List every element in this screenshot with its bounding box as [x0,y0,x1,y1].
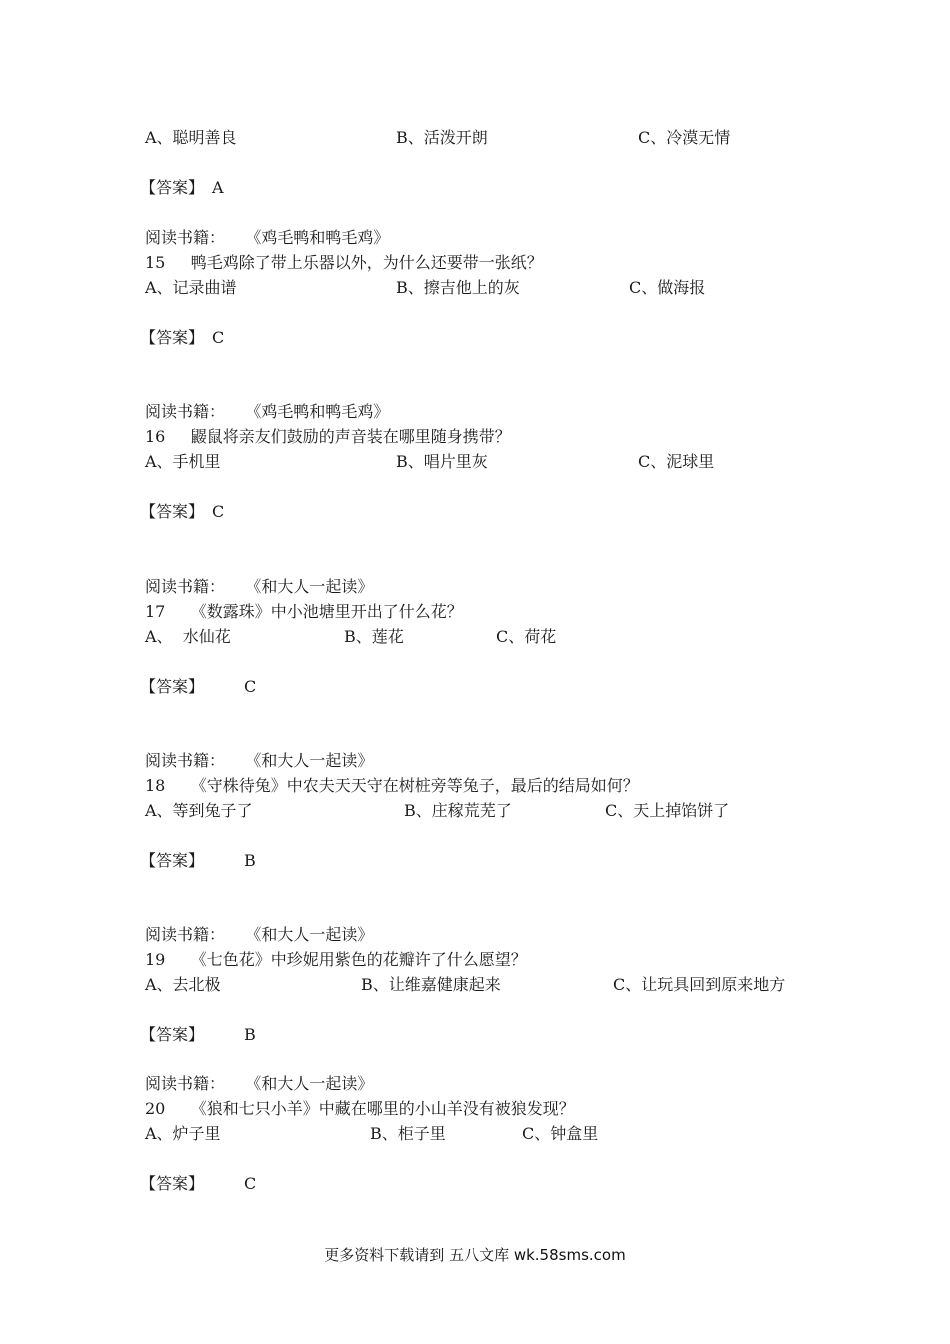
q17-option-b: B、莲花 [344,627,404,646]
q20-answer-value: C [244,1174,257,1193]
q20-option-b: B、柜子里 [370,1124,446,1143]
q17-answer-label: 【答案】 [140,677,205,696]
q18-answer-label: 【答案】 [140,851,205,870]
q15-answer-value: C [212,328,225,347]
q19-question: 19 《七色花》中珍妮用紫色的花瓣许了什么愿望？ [145,950,527,969]
q17-book-label: 阅读书籍： 《和大人一起读》 [145,577,374,596]
q20-question: 20 《狼和七只小羊》中藏在哪里的小山羊没有被狼发现？ [145,1099,575,1118]
q16-answer-label: 【答案】 [140,502,205,521]
q17-answer-value: C [244,677,257,696]
q15-option-c: C、做海报 [629,278,706,297]
q18-option-b: B、庄稼荒芜了 [404,801,512,820]
q17-option-a: A、 水仙花 [145,627,231,646]
q19-option-b: B、让维嘉健康起来 [361,975,501,994]
q17-question: 17 《数露珠》中小池塘里开出了什么花？ [145,602,463,621]
footer-download-note: 更多资料下载请到 五八文库 wk.58sms.com [324,1246,626,1264]
q14-answer-value: A [212,178,224,197]
q18-book-label: 阅读书籍： 《和大人一起读》 [145,751,374,770]
q15-option-a: A、记录曲谱 [145,278,237,297]
q16-book-label: 阅读书籍： 《鸡毛鸭和鸭毛鸡》 [145,402,390,421]
q18-answer-value: B [244,851,256,870]
q16-option-c: C、泥球里 [638,452,715,471]
q15-question: 15 鸭毛鸡除了带上乐器以外，为什么还要带一张纸？ [145,253,543,272]
q14-option-a: A、聪明善良 [145,128,237,147]
q16-option-a: A、手机里 [145,452,221,471]
q18-option-a: A、等到兔子了 [145,801,253,820]
q16-answer-value: C [212,502,225,521]
q17-option-c: C、荷花 [496,627,557,646]
q15-option-b: B、擦吉他上的灰 [396,278,520,297]
q20-option-a: A、炉子里 [145,1124,221,1143]
q20-option-c: C、钟盒里 [522,1124,599,1143]
q15-book-label: 阅读书籍： 《鸡毛鸭和鸭毛鸡》 [145,228,390,247]
q18-question: 18 《守株待兔》中农夫天天守在树桩旁等兔子，最后的结局如何？ [145,776,639,795]
q15-answer-label: 【答案】 [140,328,205,347]
q20-book-label: 阅读书籍： 《和大人一起读》 [145,1074,374,1093]
q18-option-c: C、天上掉馅饼了 [605,801,730,820]
q14-option-c: C、冷漠无情 [638,128,731,147]
q19-book-label: 阅读书籍： 《和大人一起读》 [145,925,374,944]
q14-answer-label: 【答案】 [140,178,205,197]
q16-question: 16 鼹鼠将亲友们鼓励的声音装在哪里随身携带？ [145,427,511,446]
q14-option-b: B、活泼开朗 [396,128,488,147]
q19-answer-label: 【答案】 [140,1025,205,1044]
q19-option-c: C、让玩具回到原来地方 [613,975,786,994]
q19-option-a: A、去北极 [145,975,221,994]
q19-answer-value: B [244,1025,256,1044]
q20-answer-label: 【答案】 [140,1174,205,1193]
q16-option-b: B、唱片里灰 [396,452,488,471]
